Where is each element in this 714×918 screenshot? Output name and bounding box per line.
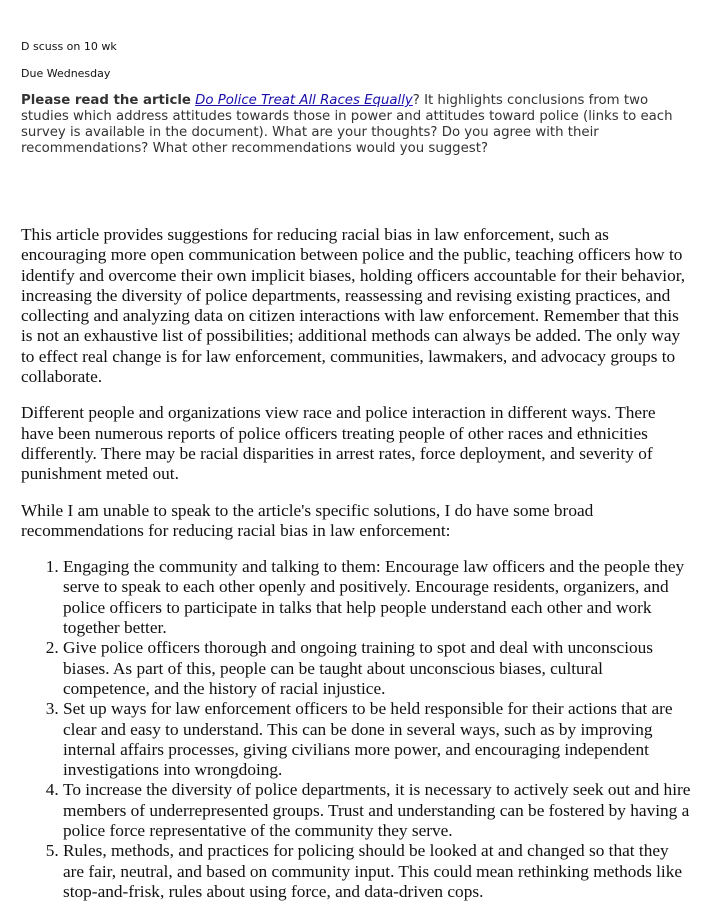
list-item: 4. To increase the diversity of police departments, it is necessary to actively seek out and hire members of underrepresented groups. Trust and understanding can be fostered by having a police force representative of the community they serve. [63, 780, 691, 841]
assignment-prompt [21, 93, 689, 157]
essay-paragraph: While I am unable to speak to the article's specific solutions, I do have some broad recommendations for reducing racial bias in law enforcement: [21, 500, 594, 540]
article-link[interactable]: Do Police Treat All Races Equally [195, 93, 413, 108]
discussion-title: D scuss on 10 wk [21, 40, 117, 53]
list-item: 3. Set up ways for law enforcement officers to be held responsible for their actions that are clear and easy to understand. This can be done in several ways, such as by improving internal affairs processes, giving civilians more power, and encouraging independent investigations into wrongdoing. [63, 699, 691, 780]
prompt-lead: Please read the article [21, 93, 191, 108]
essay-body [21, 225, 691, 902]
recommendations-list [21, 557, 691, 902]
prompt-text: ? It highlights conclusions from two studies which address attitudes towards those in power and attitudes toward police (links to each survey is available in the document). What are your thoughts? Do you agree with their recommendations? What other recommendations would you suggest? [21, 93, 673, 156]
due-date: Due Wednesday [21, 67, 111, 80]
essay-paragraph: Different people and organizations view race and police interaction in different ways. There have been numerous reports of police officers treating people of other races and ethnicities differently. There may be racial disparities in arrest rates, force deployment, and severity of punishment meted out. [21, 403, 656, 484]
list-item: 5. Rules, methods, and practices for policing should be looked at and changed so that they are fair, neutral, and based on community input. This could mean rethinking methods like stop-and-frisk, rules about using force, and data-driven cops. [63, 841, 691, 902]
list-item: 1. Engaging the community and talking to them: Encourage law officers and the people they serve to speak to each other openly and positively. Encourage residents, organizers, and police officers to participate in talks that help people understand each other and work together better. [63, 557, 691, 638]
list-item: 2. Give police officers thorough and ongoing training to spot and deal with unconscious biases. As part of this, people can be taught about unconscious biases, cultural competence, and the history of racial injustice. [63, 638, 691, 699]
essay-paragraph: This article provides suggestions for reducing racial bias in law enforcement, such as encouraging more open communication between police and the public, teaching officers how to identify and overcome their own implicit biases, holding officers accountable for their behavior, increasing the diversity of police departments, reassessing and revising existing practices, and collecting and analyzing data on citizen interactions with law enforcement. Remember that this is not an exhaustive list of possibilities; additional methods can always be added. The only way to effect real change is for law enforcement, communities, lawmakers, and advocacy groups to collaborate. [21, 225, 686, 387]
